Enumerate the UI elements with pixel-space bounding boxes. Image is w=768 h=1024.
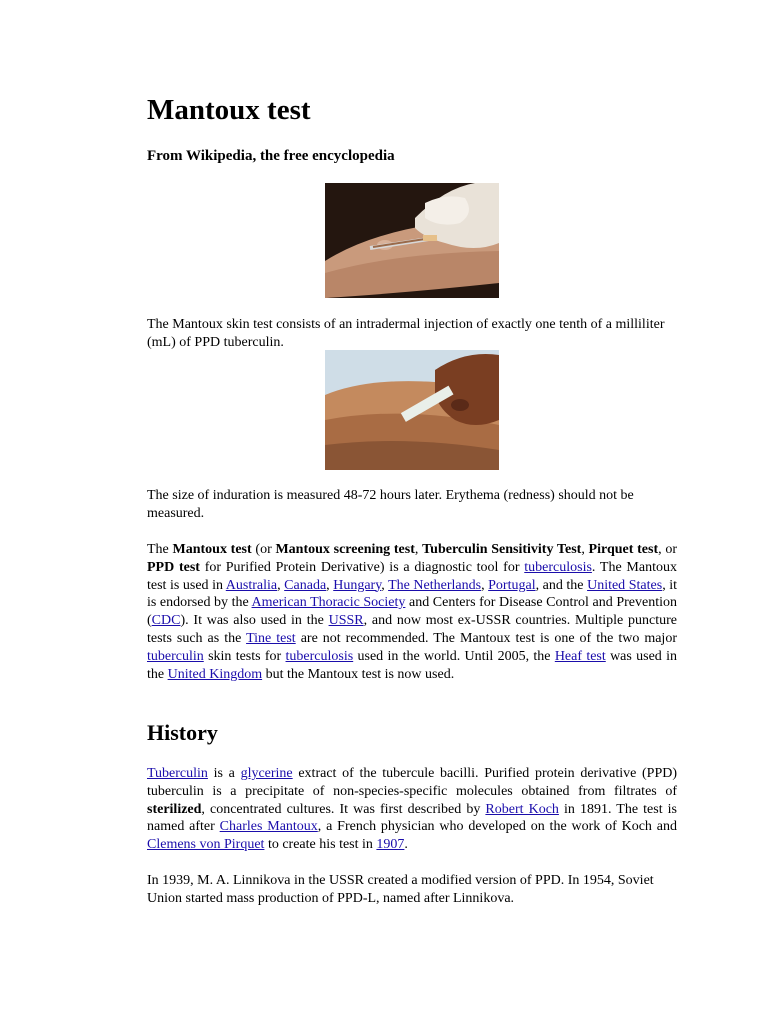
link-tuberculosis-2[interactable]: tuberculosis (285, 648, 354, 664)
bold-term: PPD test (147, 559, 200, 575)
text-span: used in the world. Until 2005, the (353, 648, 555, 664)
description-paragraph (147, 541, 677, 683)
link-heaf-test[interactable]: Heaf test (554, 648, 606, 664)
link-robert-koch[interactable]: Robert Koch (485, 801, 559, 817)
bold-term: Mantoux test (172, 542, 252, 557)
linnikova-text: In 1939, M. A. Linnikova in the USSR created a modified version of PPD. In 1954, Soviet Union started mass production of PPD-L, named after Linnikova. (147, 873, 654, 906)
text-span: . The Mantoux test is used in (147, 559, 677, 593)
history-heading: History (147, 720, 218, 745)
bold-term: Tuberculin Sensitivity Test (422, 542, 582, 557)
text-span: , and the (535, 577, 588, 593)
link-united-kingdom[interactable]: United Kingdom (167, 666, 263, 682)
text-span: but the Mantoux test is now used. (262, 666, 455, 682)
text-span: , (481, 577, 489, 593)
link-tuberculin[interactable]: tuberculin (147, 648, 204, 664)
link-australia[interactable]: Australia (225, 577, 278, 593)
linnikova-paragraph (147, 872, 677, 908)
text-span: , (581, 542, 589, 557)
bold-term: sterilized (147, 801, 202, 817)
link-glycerine[interactable]: glycerine (240, 766, 293, 781)
text-span: and Centers for Disease Control and Prevention ( (147, 595, 677, 629)
link-cdc[interactable]: CDC (151, 613, 181, 629)
text-span: . (404, 837, 408, 853)
text-span: , (326, 577, 334, 593)
text-span: to create his test in (264, 837, 377, 853)
link-the-netherlands[interactable]: The Netherlands (388, 577, 482, 593)
link-tuberculin-history[interactable]: Tuberculin (147, 766, 208, 781)
injection-photo (325, 183, 499, 298)
history-paragraph (147, 765, 677, 854)
link-ussr[interactable]: USSR (328, 613, 364, 629)
text-span: , and now most ex-USSR countries. Multiple puncture tests such as the (147, 613, 677, 646)
link-charles-mantoux[interactable]: Charles Mantoux (219, 819, 318, 835)
text-span: , (414, 542, 423, 557)
intro-paragraph (147, 316, 677, 352)
text-span: , or (658, 542, 678, 557)
text-span: , concentrated cultures. It was first described by (201, 801, 486, 817)
text-span: are not recommended. The Mantoux test is one of the two major (295, 630, 677, 646)
link-tine-test[interactable]: Tine test (246, 630, 296, 646)
text-span: in 1891. The test is named after (147, 801, 677, 835)
link-united-states[interactable]: United States (587, 577, 663, 593)
link-hungary[interactable]: Hungary (333, 577, 382, 593)
measurement-photo (325, 350, 499, 470)
text-span: ). It was also used in the (180, 613, 329, 629)
text-span: , it is endorsed by the (147, 577, 678, 611)
text-span: , (277, 577, 285, 593)
page-title: Mantoux test (147, 94, 311, 126)
induration-text: The size of induration is measured 48-72 hours later. Erythema (redness) should not be measured. (147, 488, 634, 521)
intro-text: The Mantoux skin test consists of an intradermal injection of exactly one tenth of a milliliter (mL) of PPD tuberculin. (147, 317, 665, 350)
link-portugal[interactable]: Portugal (488, 577, 536, 593)
bold-term: Mantoux screening test (275, 542, 415, 557)
page-subtitle: From Wikipedia, the free encyclopedia (147, 148, 395, 164)
link-clemens-von-pirquet[interactable]: Clemens von Pirquet (147, 837, 265, 853)
text-span: for Purified Protein Derivative) is a diagnostic tool for (199, 559, 525, 575)
bold-term: Pirquet test (588, 542, 659, 557)
text-span: The (147, 542, 173, 557)
text-span: skin tests for (203, 648, 286, 664)
text-span: , (381, 577, 389, 593)
text-span: was used in the (147, 648, 677, 682)
text-span: extract of the tubercule bacilli. Purified protein derivative (PPD) tuberculin is a precipitate of non-species-specific molecules obtained from filtrates of (147, 766, 677, 799)
link-canada[interactable]: Canada (284, 577, 327, 593)
link-1907[interactable]: 1907 (376, 837, 405, 853)
text-span: (or (251, 542, 276, 557)
text-span: , a French physician who developed on the work of Koch and (317, 819, 677, 835)
induration-paragraph (147, 487, 677, 523)
link-american-thoracic-society[interactable]: American Thoracic Society (251, 595, 406, 611)
text-span: is a (207, 766, 241, 781)
link-tuberculosis[interactable]: tuberculosis (524, 559, 592, 575)
